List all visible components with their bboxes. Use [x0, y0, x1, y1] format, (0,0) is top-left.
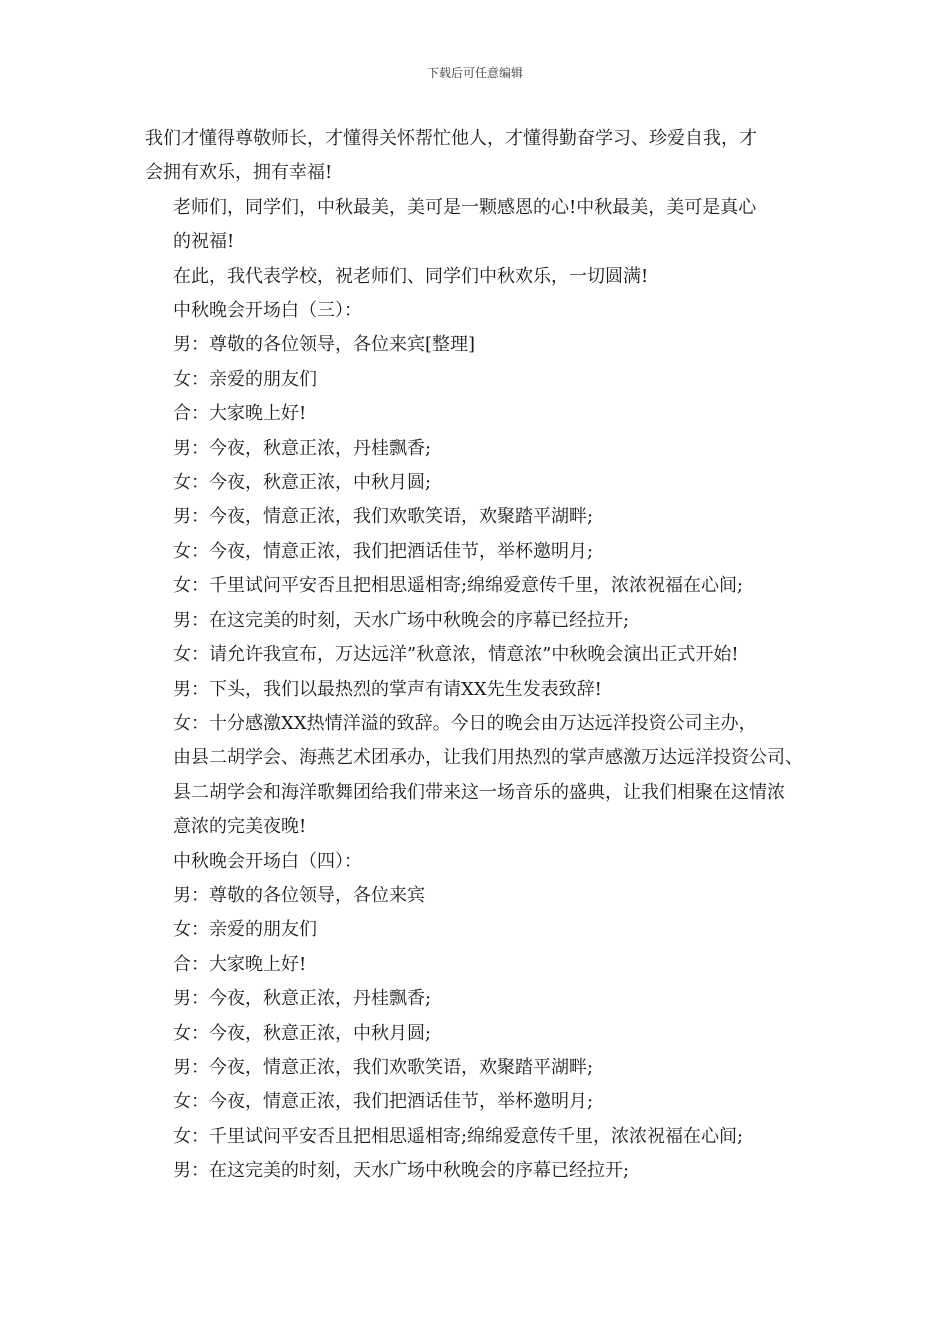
paragraph — [145, 569, 815, 603]
paragraph — [145, 260, 815, 294]
paragraph — [145, 1154, 815, 1188]
text-line: 合：大家晚上好! — [173, 953, 307, 975]
text-line: 合：大家晚上好! — [173, 403, 307, 425]
paragraph — [145, 604, 815, 638]
text-line: 女：今夜，秋意正浓，中秋月圆; — [173, 1022, 432, 1044]
text-line: 在此，我代表学校，祝老师们、同学们中秋欢乐，一切圆满! — [173, 265, 649, 287]
text-line: 女：亲爱的朋友们 — [173, 919, 317, 941]
text-line: 女：千里试问平安否且把相思遥相寄;绵绵爱意传千里，浓浓祝福在心间; — [173, 575, 744, 597]
paragraph — [145, 535, 815, 569]
paragraph — [145, 982, 815, 1016]
paragraph — [145, 673, 815, 707]
text-line: 女：今夜，情意正浓，我们把酒话佳节，举杯邀明月; — [173, 1091, 594, 1113]
text-line: 男：尊敬的各位领导，各位来宾[整理] — [173, 334, 476, 356]
paragraph — [145, 845, 815, 879]
paragraph — [145, 1120, 815, 1154]
text-line: 中秋晚会开场白（三）： — [173, 300, 362, 322]
paragraph — [145, 1017, 815, 1051]
text-line: 女：亲爱的朋友们 — [173, 368, 317, 390]
text-line: 女：今夜，秋意正浓，中秋月圆; — [173, 472, 432, 494]
paragraph — [145, 1085, 815, 1119]
text-line: 男：今夜，秋意正浓，丹桂飘香; — [173, 988, 432, 1010]
paragraph — [145, 432, 815, 466]
text-line: 意浓的完美夜晚! — [173, 816, 307, 838]
paragraph — [145, 122, 815, 191]
text-line: 老师们，同学们，中秋最美，美可是一颗感恩的心!中秋最美，美可是真心 — [173, 196, 757, 218]
text-line: 男：今夜，情意正浓，我们欢歌笑语，欢聚踏平湖畔; — [173, 1056, 594, 1078]
paragraph — [145, 191, 815, 260]
text-line: 女：千里试问平安否且把相思遥相寄;绵绵爱意传千里，浓浓祝福在心间; — [173, 1125, 744, 1147]
paragraph — [145, 466, 815, 500]
text-line: 女：今夜，情意正浓，我们把酒话佳节，举杯邀明月; — [173, 540, 594, 562]
paragraph — [145, 500, 815, 534]
paragraph — [145, 707, 815, 845]
text-line: 男：在这完美的时刻，天水广场中秋晚会的序幕已经拉开; — [173, 1160, 630, 1182]
document-body — [145, 122, 815, 1189]
paragraph — [145, 328, 815, 362]
text-line: 由县二胡学会、海燕艺术团承办，让我们用热烈的掌声感激万达远洋投资公司、 — [173, 747, 803, 769]
text-line: 女：十分感激XX热情洋溢的致辞。今日的晚会由万达远洋投资公司主办， — [173, 712, 757, 734]
text-line: 县二胡学会和海洋歌舞团给我们带来这一场音乐的盛典，让我们相聚在这情浓 — [173, 781, 785, 803]
text-line: 我们才懂得尊敬师长，才懂得关怀帮忙他人，才懂得勤奋学习、珍爱自我，才 — [145, 128, 757, 149]
text-line: 男：在这完美的时刻，天水广场中秋晚会的序幕已经拉开; — [173, 609, 630, 631]
text-line: 男：今夜，秋意正浓，丹桂飘香; — [173, 437, 432, 459]
paragraph — [145, 397, 815, 431]
paragraph — [145, 879, 815, 913]
paragraph — [145, 913, 815, 947]
text-line: 女：请允许我宣布，万达远洋”秋意浓，情意浓”中秋晚会演出正式开始! — [173, 644, 739, 666]
text-line: 的祝福! — [173, 231, 235, 253]
text-line: 会拥有欢乐，拥有幸福! — [145, 162, 333, 184]
paragraph — [145, 294, 815, 328]
paragraph — [145, 948, 815, 982]
paragraph — [145, 1051, 815, 1085]
text-line: 男：今夜，情意正浓，我们欢歌笑语，欢聚踏平湖畔; — [173, 506, 594, 528]
text-line: 中秋晚会开场白（四）： — [173, 850, 362, 872]
page-header: 下载后可任意编辑 — [426, 66, 523, 80]
paragraph — [145, 363, 815, 397]
text-line: 男：下头，我们以最热烈的掌声有请XX先生发表致辞! — [173, 678, 602, 700]
paragraph — [145, 638, 815, 672]
text-line: 男：尊敬的各位领导，各位来宾 — [173, 884, 425, 906]
